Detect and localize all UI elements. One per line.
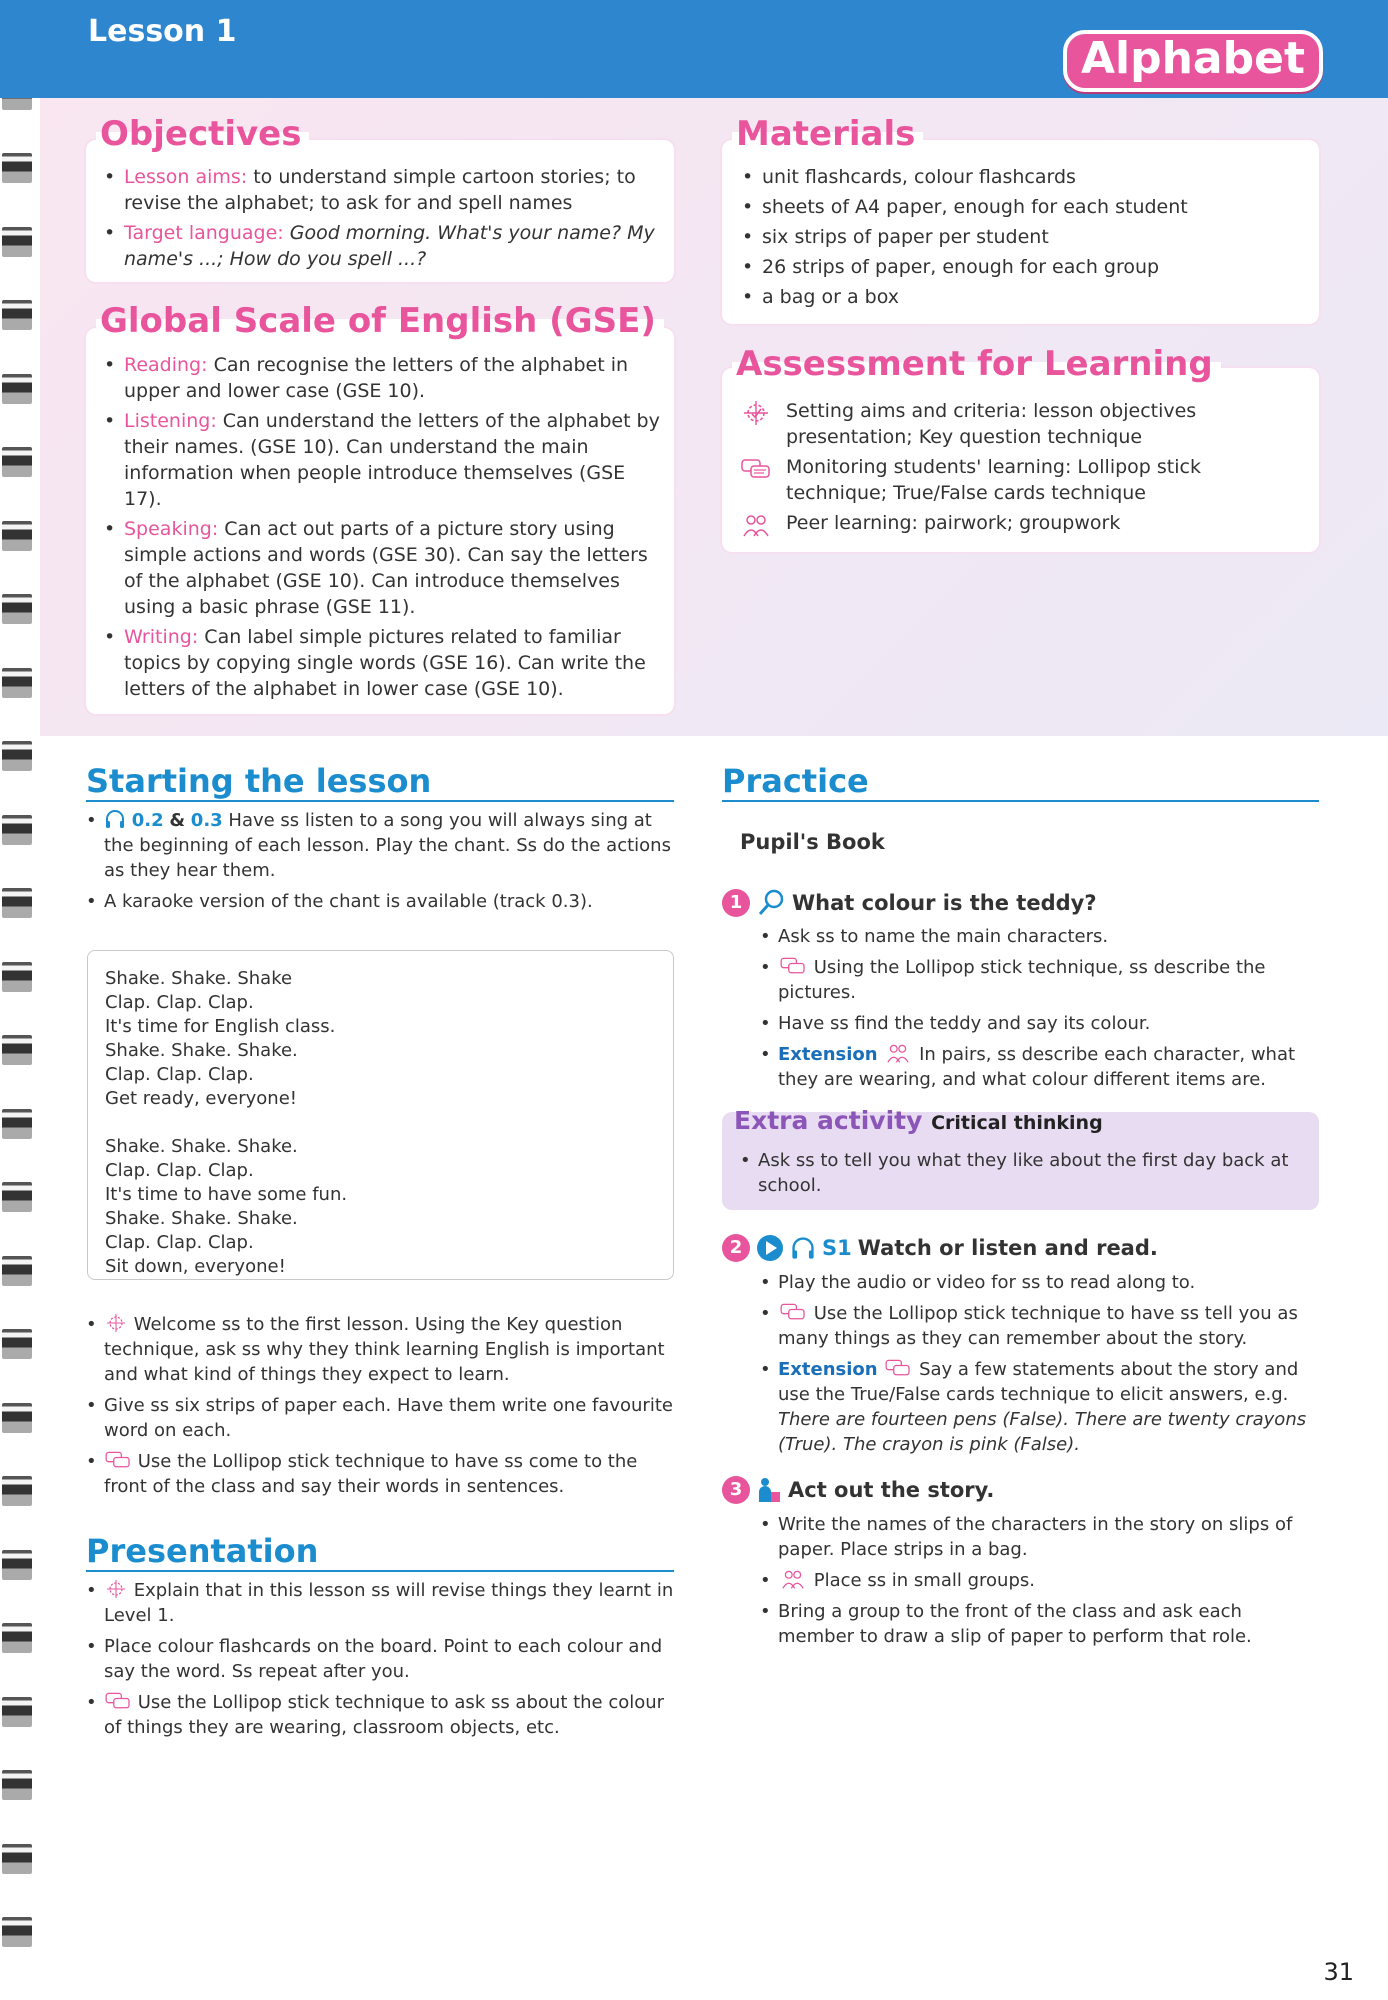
list-item: • unit flashcards, colour flashcards [734,164,1304,190]
materials-list [734,164,1304,314]
chant-box [87,950,674,1280]
spiral-ring [2,1697,32,1727]
pupils-book-label: Pupil's Book [740,830,885,854]
gse-list [96,352,664,706]
list-item: • Use the Lollipop stick technique to have ss come to the front of the class and say their words in sentences. [84,1449,676,1499]
activity-number: 2 [722,1234,750,1262]
spiral-ring [2,227,32,257]
spiral-ring [2,1550,32,1580]
list-item: • sheets of A4 paper, enough for each student [734,194,1304,220]
starting-after-list [84,1312,676,1505]
spiral-ring [2,1109,32,1139]
objectives-title: Objectives [96,114,309,154]
list-item: • Play the audio or video for ss to read along to. [758,1270,1320,1295]
list-item: • Extension In pairs, ss describe each character, what they are wearing, and what colour different items are. [758,1042,1320,1092]
spiral-ring [2,1403,32,1433]
afl-item: Setting aims and criteria: lesson objectives presentation; Key question technique [732,398,1307,450]
list-item: • A karaoke version of the chant is available (track 0.3). [84,889,676,914]
speech-bubble-icon [104,1449,132,1471]
afl-title: Assessment for Learning [732,344,1221,384]
header-bar [0,0,1388,98]
list-item: • Give ss six strips of paper each. Have them write one favourite word on each. [84,1393,676,1443]
spiral-ring [2,374,32,404]
list-item: • Use the Lollipop stick technique to ask ss about the colour of things they are wearing, classroom objects, etc. [84,1690,676,1740]
list-item: • Target language: Good morning. What's your name? My name's ...; How do you spell ...? [96,220,661,272]
speech-bubble-icon [778,1301,808,1323]
list-item: • Have ss find the teddy and say its colour. [758,1011,1320,1036]
list-item: • Place colour flashcards on the board. Point to each colour and say the word. Ss repeat after you. [84,1634,676,1684]
list-item: • Write the names of the characters in the story on slips of paper. Place strips in a bag. [758,1512,1320,1562]
list-item: • a bag or a box [734,284,1304,310]
target-icon [104,1312,128,1334]
list-item: • Ask ss to name the main characters. [758,924,1320,949]
spiral-ring [2,1476,32,1506]
headphones-icon [790,1235,816,1261]
spiral-ring [2,447,32,477]
list-item: • six strips of paper per student [734,224,1304,250]
play-icon [756,1234,784,1262]
spiral-ring [2,962,32,992]
activity-1-heading: 1 What colour is the teddy? [722,888,1097,918]
gse-title: Global Scale of English (GSE) [96,301,664,341]
lesson-label: Lesson 1 [88,14,237,49]
magnifier-icon [756,888,786,918]
materials-title: Materials [732,114,923,154]
afl-item: Peer learning: pairwork; groupwork [732,510,1307,536]
headphones-icon [104,808,126,830]
list-item: • Reading: Can recognise the letters of the alphabet in upper and lower case (GSE 10). [96,352,664,404]
afl-list [732,398,1307,540]
extra-activity-subtitle: Critical thinking [931,1112,1103,1134]
list-item: • 0.2 & 0.3 Have ss listen to a song you will always sing at the beginning of each lesson. Play the chant. Ss do the actions as they hear them. [84,808,676,883]
materials-card [722,140,1319,324]
spiral-ring [2,741,32,771]
spiral-ring [2,1035,32,1065]
chant-verse: Shake. Shake. Shake Clap. Clap. Clap. It's time for English class. Shake. Shake. Shake. Clap. Clap. Clap. Get ready, everyone! [105,968,336,1109]
spiral-ring [2,1623,32,1653]
spiral-ring [2,1182,32,1212]
list-item: • Using the Lollipop stick technique, ss describe the pictures. [758,955,1320,1005]
activity-1-list [758,924,1320,1098]
afl-card [722,368,1319,552]
objectives-list [96,164,661,276]
spiral-ring [2,1329,32,1359]
extra-activity-box [722,1106,1319,1210]
spiral-ring [2,1770,32,1800]
list-item: • Place ss in small groups. [758,1568,1320,1593]
activity-number: 3 [722,1476,750,1504]
gse-card [86,328,674,714]
list-item: • Speaking: Can act out parts of a picture story using simple actions and words (GSE 30). Can say the letters of the alphabet (GSE 10). Can introduce themselves using a basic phrase (GSE 11). [96,516,664,620]
target-icon [104,1578,128,1600]
page-number: 31 [1323,1958,1354,1986]
speech-bubble-icon [740,456,772,482]
list-item: • Use the Lollipop stick technique to have ss tell you as many things as they can remember about the story. [758,1301,1320,1351]
starting-list [84,808,676,920]
target-icon [740,400,772,426]
spiral-ring [2,521,32,551]
list-item: • Listening: Can understand the letters of the alphabet by their names. (GSE 10). Can understand the main information when people introduce themselves (GSE 17). [96,408,664,512]
spiral-ring [2,1917,32,1947]
activity-number: 1 [722,889,750,917]
extra-activity-list [738,1148,1308,1204]
speech-bubble-icon [104,1690,132,1712]
spiral-ring [2,594,32,624]
spiral-ring [2,668,32,698]
spiral-ring [2,1256,32,1286]
list-item: • Ask ss to tell you what they like about the first day back at school. [738,1148,1308,1198]
activity-2-list [758,1270,1320,1463]
list-item: • 26 strips of paper, enough for each group [734,254,1304,280]
spiral-ring [2,815,32,845]
activity-3-heading: 3 Act out the story. [722,1476,994,1504]
spiral-ring [2,888,32,918]
people-icon [883,1042,913,1064]
spiral-binding [0,0,40,2000]
chant-verse: Shake. Shake. Shake. Clap. Clap. Clap. It's time to have some fun. Shake. Shake. Shake. Clap. Clap. Clap. Sit down, everyone! [105,1136,348,1277]
spiral-ring [2,153,32,183]
objectives-card [86,140,674,282]
people-icon [778,1568,808,1590]
list-item: • Lesson aims: to understand simple cartoon stories; to revise the alphabet; to ask for and spell names [96,164,661,216]
act-out-icon [756,1476,782,1504]
activity-2-heading: 2 S1 Watch or listen and read. [722,1234,1158,1262]
list-item: • Extension Say a few statements about the story and use the True/False cards technique to elicit answers, e.g. There are fourteen pens (False). There are twenty crayons (True). The crayon is pink (False). [758,1357,1320,1457]
extra-activity-title: Extra activity Critical thinking [734,1106,1103,1135]
list-item: • Writing: Can label simple pictures related to familiar topics by copying single words (GSE 16). Can write the letters of the alphabet in lower case (GSE 10). [96,624,664,702]
spiral-ring [2,1844,32,1874]
speech-bubble-icon [883,1357,913,1379]
activity-3-list [758,1512,1320,1655]
starting-title: Starting the lesson [86,762,674,802]
presentation-title: Presentation [86,1532,674,1572]
afl-item: Monitoring students' learning: Lollipop stick technique; True/False cards technique [732,454,1307,506]
list-item: • Welcome ss to the first lesson. Using the Key question technique, ask ss why they think learning English is important and what kind of things they expect to learn. [84,1312,676,1387]
spiral-ring [2,300,32,330]
people-icon [740,512,772,538]
speech-bubble-icon [778,955,808,977]
list-item: • Explain that in this lesson ss will revise things they learnt in Level 1. [84,1578,676,1628]
practice-title: Practice [722,762,1319,802]
list-item: • Bring a group to the front of the class and ask each member to draw a slip of paper to perform that role. [758,1599,1320,1649]
unit-title-badge: Alphabet [1063,30,1323,92]
presentation-list [84,1578,676,1746]
